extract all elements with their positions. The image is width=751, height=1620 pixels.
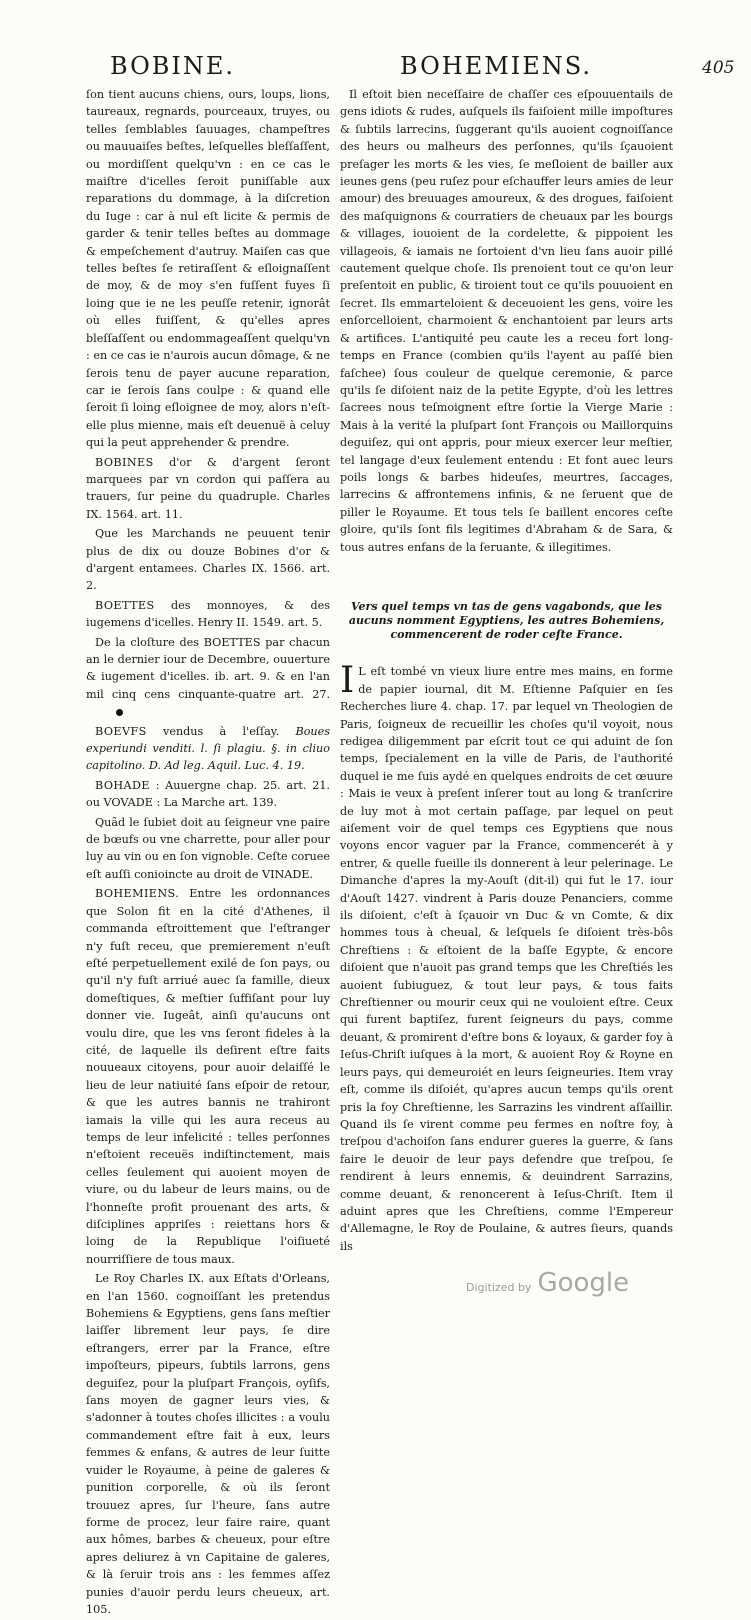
body-paragraph: I L eſt tombé vn vieux liure entre mes mains, en forme de papier iournal, dit M. Eſtienne Paſquier en ſes Recherches liure 4. chap. 17. par lequel vn Theologien de Paris, ſoigneux de recueillir les choſes qu'il voyoit, nous redigea diligemment par eſcrit tout ce qui aduint de ſon temps, ſpecialement en la ville de Paris, de l'authorité duquel ie me ſuis aydé en quelques endroits de cet œuure : Mais ie veux à preſent inſerer tout au long & tranſcrire de luy mot à mot certain paſſage, par lequel on peut aiſement voir de quel temps ces Egyptiens que nous voyons encor vaguer par la France, commencerét à y entrer, & quelle fueille ils donnerent à leur pelerinage. Le Dimanche d'apres la my-Aouſt (dit-il) qui fut le 17. iour d'Aouſt 1427. vindrent à Paris douze Penanciers, comme ils diſoient, c'eſt à ſçauoir vn Duc & vn Comte, & dix hommes tous à cheual, & leſquels ſe diſoient très-bôs Chreſtiens : & eſtoient de la baſſe Egypte, & encore diſoient que n'auoit pas grand temps que les Chreſtiés les auoient ſubiuguez, & tout leur pays, & tous faits Chreſtienner ou mourir ceux qui ne vouloient eſtre. Ceux qui furent baptiſez, furent ſeigneurs du pays, comme deuant, & promirent d'eſtre bons & loyaux, & garder foy à Ieſus-Chriſt iuſques à la mort, & auoient Roy & Royne en leurs pays, qui demeuroiét en leurs ſeigneuries. Item vray eſt, comme ils diſoiét, qu'apres aucun temps qu'ils orent pris la foy Chreſtienne, les Sarrazins les vindrent aſſaillir. Quand ils ſe virent comme peu fermes en noſtre foy, à treſpou d'achoiſon ſans endurer gueres la guerre, & ſans faire le deuoir de leur pays defendre que treſpou, ſe rendirent à leurs ennemis, & deuindrent Sarrazins, comme deuant, & renoncerent à Ieſus-Chriſt. Item il aduint apres que les Chreſtiens, comme l'Empereur d'Allemagne, le Roy de Poulaine, & autres ſieurs, quands ils (340, 660, 673, 1253)
entry-headword: BOHEMIENS. (95, 887, 180, 901)
digitized-label: Digitized by (466, 1281, 532, 1294)
entry-headword: BOEVFS (95, 724, 147, 738)
entry-paragraph: BOBINES d'or & d'argent ſeront marquees par vn cordon qui paſſera au trauers, ſur peine du quadruple. Charles IX. 1564. art. 11. (86, 455, 331, 521)
entry-paragraph: BOHADE : Auuergne chap. 25. art. 21. ou VOVADE : La Marche art. 139. (86, 778, 330, 810)
entry-headword: BOBINES (95, 455, 154, 469)
drop-initial: I (340, 660, 355, 702)
entry-paragraph: BOHEMIENS. Entre les ordonnances que Solon fit en la cité d'Athenes, il commanda eſtroittement que l'eſtranger n'y fuſt receu, que premierement n'euſt eſté perpetuellement exilé de ſon pays, ou qu'il n'y fuſt arriué auec ſa famille, dieux domeſtiques, & meſtier ſuffiſant pour luy donner vie. Iugeât, ainſi qu'aucuns ont voulu dire, que les vns ſeront fideles à la cité, de laquelle ils deſirent eſtre faits nouueaux citoyens, pour auoir delaiſſé le lieu de leur natiuité ſans eſpoir de retour, & que les autres bannis ne trahiront iamais la ville qui les aura receus au temps de leur infelicité : telles perſonnes n'eſtoient receuës indiſtinctement, mais celles ſeulement qui auoient moyen de viure, ou du labeur de leurs mains, ou de l'honneſte profit prouenant des arts, & diſciplines appriſes : reiettans hors & loing de la Republique l'oiſiueté nourriſſiere de tous maux. (86, 887, 330, 1266)
entry-paragraph: BOETTES des monnoyes, & des iugemens d'icelles. Henry II. 1549. art. 5. (86, 598, 330, 630)
page-number: 405 (702, 58, 735, 78)
entry-paragraph: Que les Marchands ne peuuent tenir plus de dix ou douze Bobines d'or & d'argent entamees. Charles IX. 1566. art. 2. (86, 527, 330, 593)
intro-paragraph: Il eſtoit bien neceſſaire de chaſſer ces eſpouuentails de gens idiots & rudes, auſquels ils faiſoient mille impoſtures & ſubtils larrecins, ſuggerant qu'ils auoient cognoiſſance des heurs ou malheurs des perſonnes, qu'ils ſçauoient preſager les morts & les vies, ſe meſloient de bailler aux ieunes gens (peu ruſez pour eſchauffer leurs amies de leur amour) des breuuages amoureux, & des drogues, faiſoient des maſquignons & courratiers de cheuaux par les bourgs & villages, iouoient de la cordelette, & pippoient les villageois, & iamais ne ſortoient d'vn lieu ſans auoir pillé cautement quelque choſe. Ils prenoient tout ce qu'on leur preſentoit en public, & tiroient tout ce qu'ils pouuoient en ſecret. Ils emmarteloient & deceuoient les gens, voire les enſorcelloient, charmoient & enchantoient par leurs arts & artifices. L'antiquité peu caute les a receu fort long-temps en France (combien qu'ils l'ayent au paſſé bien faſchee) ſous couleur de quelque ceremonie, & parce qu'ils ſe diſoient naiz de la petite Egypte, d'où les lettres ſacrees nous teſmoignent eſtre ſortie la Vierge Marie : Mais à la verité la pluſpart ſont François ou Maillorquins deguiſez, qui ont appris, pour mieux exercer leur meſtier, tel langage d'eux ſeulement entendu : Et font auec leurs poils longs & barbes hideuſes, meurtres, ſaccages, larrecins & affrontemens infinis, & ne ſeruent que de piller le Royaume. Et tous tels ſe baillent encores ceſte gloire, qu'ils ſont fils legitimes d'Abraham & de Sara, & tous autres enfans de la ſeruante, & illegitimes. (340, 88, 673, 554)
entry-paragraph: Quãd le ſubiet doit au ſeigneur vne paire de bœufs ou vne charrette, pour aller pour luy au vin ou en ſon vignoble. Ceſte coruee eſt auſſi conioincte au droit de VINADE. (86, 815, 330, 881)
entry-paragraph: ſon tient aucuns chiens, ours, loups, lions, taureaux, regnards, pourceaux, truyes, ou telles ſemblables ſauuages, champeſtres ou mauuaiſes beſtes, leſquelles bleſſaſſent, ou mordiſſent quelqu'vn : en ce cas le maiſtre d'icelles ſeroit puniſſable aux reparations du dommage, à la diſcretion du Iuge : car à nul eſt licite & permis de garder & tenir telles beſtes au dommage & empeſchement d'autruy. Maiſen cas que telles beſtes ſe retiraſſent & eſloignaſſent de moy, & de moy s'en fuſſent fuyes ſi loing que ie ne les peuſſe retenir, ignorât où elles fuiſſent, & qu'elles apres bleſſaſſent ou endommageaſſent quelqu'vn : en ce cas ie n'aurois aucun dômage, & ne ſerois tenu de payer aucune reparation, car ie ſerois ſans coulpe : & quand elle ſeroit ſi loing eſloignee de moy, alors n'eſt-elle plus mienne, mais eſt deuenuë à celuy qui la peut apprehender & prendre. (86, 88, 330, 450)
digitized-watermark (466, 1268, 629, 1298)
running-head-right: BOHEMIENS. (400, 52, 592, 80)
right-column (340, 86, 673, 1257)
running-head-left: BOBINE. (110, 52, 236, 80)
left-column (86, 86, 330, 1620)
entry-paragraph: BOEVFS vendus à l'eſſay. Boues experiundi venditi. l. ſi plagiu. §. in cliuo capitolino. D. Ad leg. Aquil. Luc. 4. 19. (86, 724, 330, 773)
google-logo: Google (537, 1268, 630, 1298)
entry-paragraph: Le Roy Charles IX. aux Eſtats d'Orleans, en l'an 1560. cognoiſſant les pretendus Bohemiens & Egyptiens, gens ſans meſtier laiſſer librement leur pays, ſe dire eſtrangers, errer par la France, eſtre impoſteurs, pipeurs, ſubtils larrons, gens deguiſez, pour la pluſpart François, oyſifs, ſans moyen de gagner leurs vies, & s'adonner à toutes choſes illicites : a voulu commandement eſtre fait à eux, leurs femmes & enfans, & autres de leur ſuitte vuider le Royaume, à peine de galeres & punition corporelle, & où ils ſeront trouuez apres, ſur l'heure, ſans autre forme de procez, leur faire raire, quant aux hômes, barbes & cheueux, pour eſtre apres deliurez à vn Capitaine de galeres, & là ſeruir trois ans : les femmes aſſez punies d'auoir perdu leurs cheueux, art. 105. (86, 1272, 330, 1616)
entry-headword: BOETTES (95, 598, 155, 612)
entry-paragraph: De la cloſture des BOETTES par chacun an le dernier iour de Decembre, ouuerture & iugement d'icelles. ib. art. 9. & en l'an mil cinq cens cinquante-quatre art. 27. (86, 634, 330, 721)
section-subheading: Vers quel temps vn tas de gens vagabonds, que les aucuns nomment Egyptiens, les autres Bohemiens, commencerent de roder ceſte France. (348, 599, 665, 641)
entry-headword: BOHADE (95, 778, 150, 792)
ink-dot-mark (116, 709, 123, 716)
